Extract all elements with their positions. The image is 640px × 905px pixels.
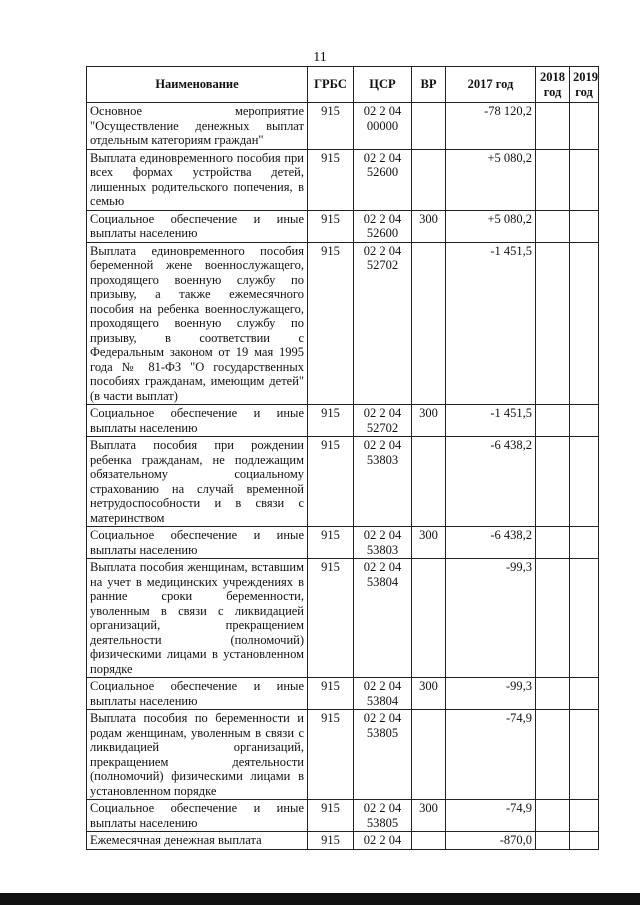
row-2019	[570, 527, 599, 559]
row-grbs: 915	[308, 559, 354, 678]
row-vr	[412, 242, 446, 405]
row-2017: -78 120,2	[446, 103, 536, 150]
header-grbs: ГРБС	[308, 67, 354, 103]
row-2018	[536, 103, 570, 150]
row-name: Выплата единовременного пособия беременной жене военнослужащего, проходящего военную службу по призыву, а также ежемесячного пособия на ребенка военнослужащего, проходящего военную службу по призыву, в соответствии с Федеральным законом от 19 мая 1995 года № 81-ФЗ "О государственных пособиях гражданам, имеющим детей" (в части выплат)	[87, 242, 308, 405]
row-2017: -99,3	[446, 678, 536, 710]
table-row	[87, 527, 599, 559]
header-csr: ЦСР	[354, 67, 412, 103]
row-vr: 300	[412, 678, 446, 710]
budget-table	[86, 66, 599, 850]
row-2017: -1 451,5	[446, 405, 536, 437]
row-name: Выплата пособия по беременности и родам женщинам, уволенным в связи с ликвидацией организаций, прекращением деятельности (полномочий) физическими лицами в установленном порядке	[87, 710, 308, 800]
row-2019	[570, 149, 599, 210]
row-2017: -99,3	[446, 559, 536, 678]
header-2019: 2019 год	[570, 67, 599, 103]
row-name: Социальное обеспечение и иные выплаты населению	[87, 527, 308, 559]
row-2018	[536, 710, 570, 800]
table-row	[87, 437, 599, 527]
row-name: Социальное обеспечение и иные выплаты населению	[87, 678, 308, 710]
row-vr	[412, 559, 446, 678]
row-csr: 02 2 04 52600	[354, 210, 412, 242]
row-grbs: 915	[308, 103, 354, 150]
table-row	[87, 405, 599, 437]
row-csr: 02 2 04 53805	[354, 800, 412, 832]
row-2018	[536, 832, 570, 850]
row-vr: 300	[412, 405, 446, 437]
header-vr: ВР	[412, 67, 446, 103]
row-csr: 02 2 04	[354, 832, 412, 850]
row-vr: 300	[412, 210, 446, 242]
row-grbs: 915	[308, 437, 354, 527]
row-2018	[536, 678, 570, 710]
row-csr: 02 2 04 53804	[354, 678, 412, 710]
row-2018	[536, 242, 570, 405]
row-csr: 02 2 04 00000	[354, 103, 412, 150]
row-vr: 300	[412, 527, 446, 559]
row-2017: +5 080,2	[446, 210, 536, 242]
row-2019	[570, 103, 599, 150]
row-grbs: 915	[308, 678, 354, 710]
row-grbs: 915	[308, 710, 354, 800]
row-2019	[570, 405, 599, 437]
table-row	[87, 800, 599, 832]
row-grbs: 915	[308, 800, 354, 832]
row-grbs: 915	[308, 242, 354, 405]
row-2019	[570, 559, 599, 678]
row-2017: -74,9	[446, 800, 536, 832]
row-2017: -6 438,2	[446, 437, 536, 527]
header-row	[87, 67, 599, 103]
row-2019	[570, 210, 599, 242]
row-2018	[536, 800, 570, 832]
row-2018	[536, 437, 570, 527]
table-row	[87, 103, 599, 150]
row-name: Выплата единовременного пособия при всех формах устройства детей, лишенных родительского попечения, в семью	[87, 149, 308, 210]
row-csr: 02 2 04 53803	[354, 527, 412, 559]
table-row	[87, 559, 599, 678]
table-row	[87, 710, 599, 800]
table-row	[87, 242, 599, 405]
row-name: Ежемесячная денежная выплата	[87, 832, 308, 850]
header-name: Наименование	[87, 67, 308, 103]
row-csr: 02 2 04 53803	[354, 437, 412, 527]
row-vr: 300	[412, 800, 446, 832]
row-name: Социальное обеспечение и иные выплаты населению	[87, 405, 308, 437]
row-2017: -870,0	[446, 832, 536, 850]
row-name: Социальное обеспечение и иные выплаты населению	[87, 210, 308, 242]
row-vr	[412, 710, 446, 800]
row-grbs: 915	[308, 149, 354, 210]
row-2017: -1 451,5	[446, 242, 536, 405]
row-2018	[536, 149, 570, 210]
row-2018	[536, 405, 570, 437]
row-csr: 02 2 04 52702	[354, 242, 412, 405]
row-2017: +5 080,2	[446, 149, 536, 210]
row-vr	[412, 149, 446, 210]
row-2019	[570, 678, 599, 710]
row-2018	[536, 210, 570, 242]
row-csr: 02 2 04 53804	[354, 559, 412, 678]
row-grbs: 915	[308, 210, 354, 242]
scan-edge-bar	[0, 893, 640, 905]
table-row	[87, 149, 599, 210]
header-2018: 2018 год	[536, 67, 570, 103]
row-2019	[570, 832, 599, 850]
row-name: Основное мероприятие "Осуществление денежных выплат отдельным категориям граждан"	[87, 103, 308, 150]
row-2017: -74,9	[446, 710, 536, 800]
row-grbs: 915	[308, 405, 354, 437]
row-2017: -6 438,2	[446, 527, 536, 559]
row-grbs: 915	[308, 527, 354, 559]
row-vr	[412, 437, 446, 527]
row-csr: 02 2 04 52702	[354, 405, 412, 437]
row-vr	[412, 832, 446, 850]
row-name: Выплата пособия при рождении ребенка гражданам, не подлежащим обязательному социальному страхованию на случай временной нетрудоспособности и в связи с материнством	[87, 437, 308, 527]
header-2017: 2017 год	[446, 67, 536, 103]
row-vr	[412, 103, 446, 150]
page-number: 11	[313, 50, 327, 65]
row-grbs: 915	[308, 832, 354, 850]
row-2019	[570, 800, 599, 832]
table-row	[87, 210, 599, 242]
row-2018	[536, 559, 570, 678]
table-row	[87, 832, 599, 850]
row-name: Выплата пособия женщинам, вставшим на учет в медицинских учреждениях в ранние сроки беременности, уволенным в связи с ликвидацией организаций, прекращением деятельности (полномочий) физическими лицами в установленном порядке	[87, 559, 308, 678]
row-csr: 02 2 04 52600	[354, 149, 412, 210]
row-2019	[570, 437, 599, 527]
row-2018	[536, 527, 570, 559]
row-csr: 02 2 04 53805	[354, 710, 412, 800]
table-row	[87, 678, 599, 710]
row-2019	[570, 242, 599, 405]
row-name: Социальное обеспечение и иные выплаты населению	[87, 800, 308, 832]
row-2019	[570, 710, 599, 800]
